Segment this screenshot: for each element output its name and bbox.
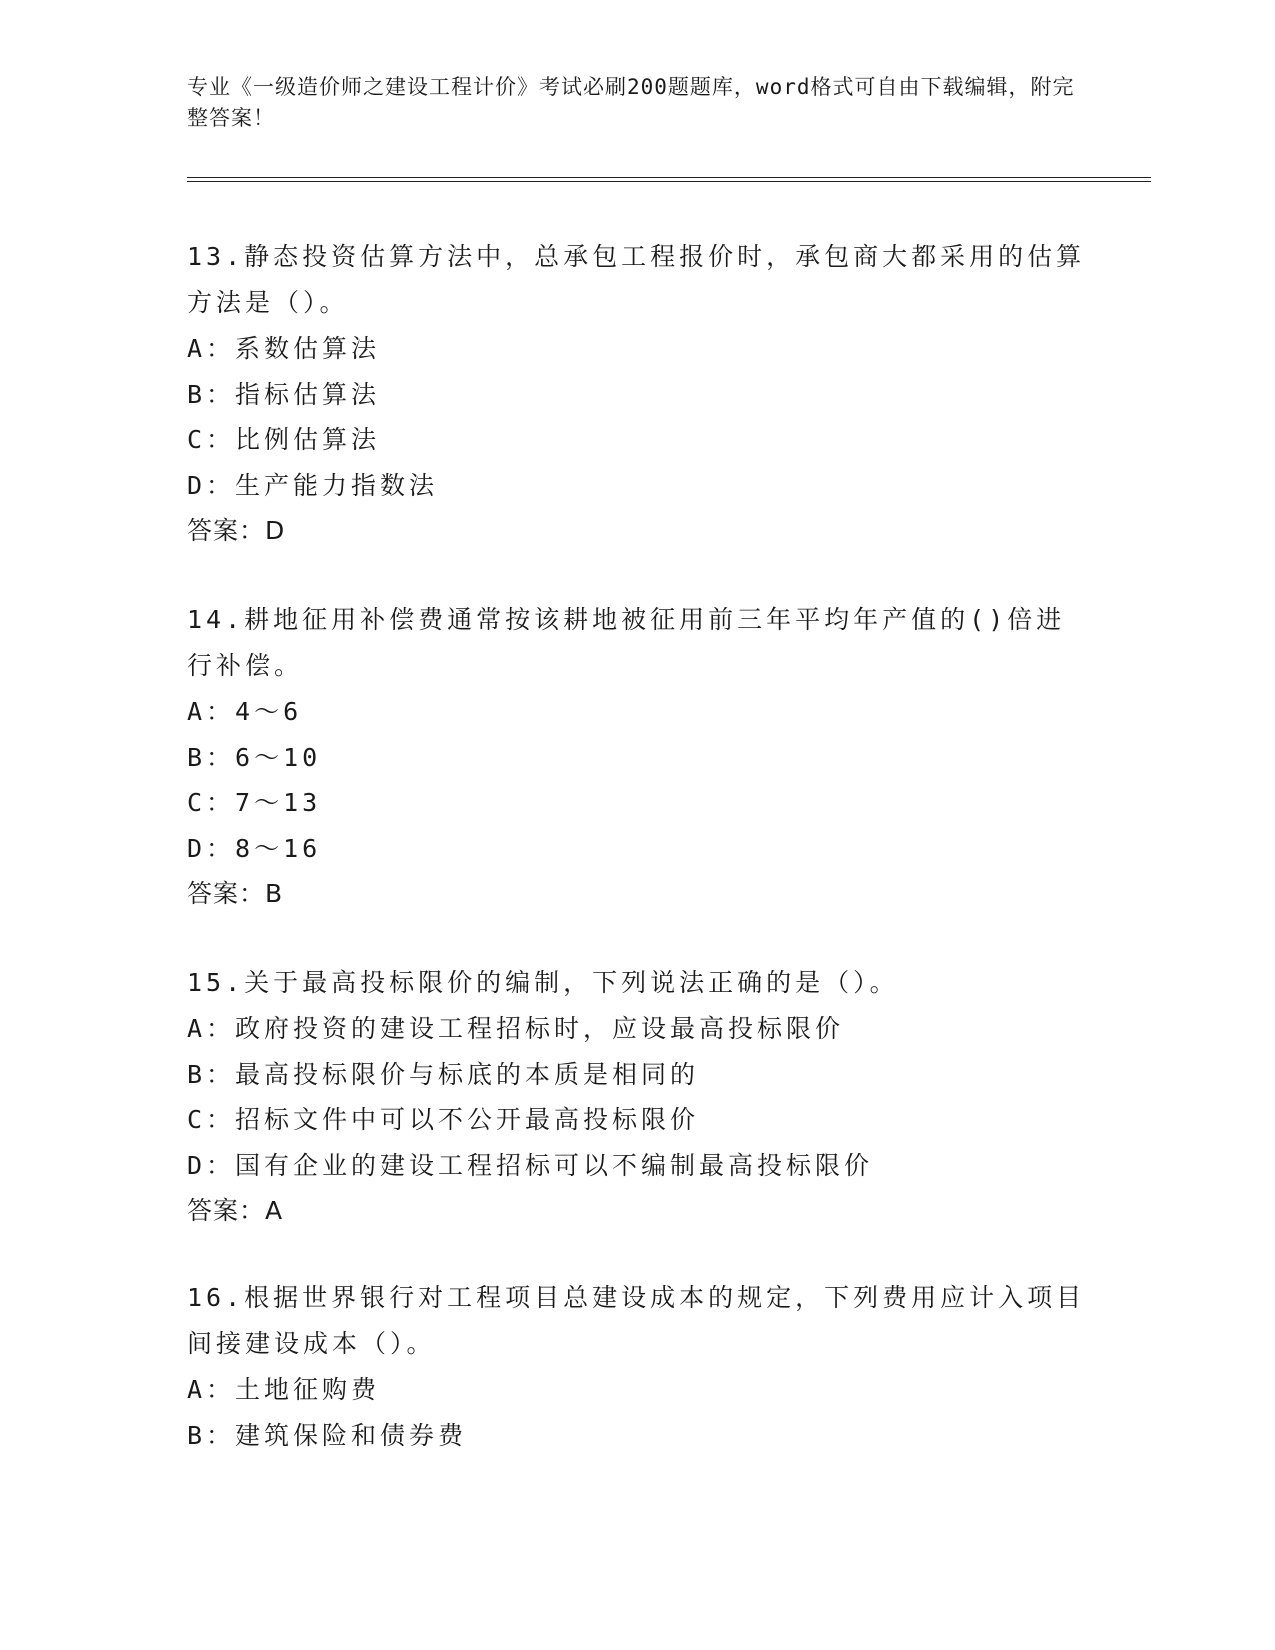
option-c: C：招标文件中可以不公开最高投标限价 xyxy=(187,1105,700,1134)
question-13 xyxy=(187,234,1087,554)
option-b: B：建筑保险和债券费 xyxy=(187,1420,468,1450)
option-a: A：政府投资的建设工程招标时，应设最高投标限价 xyxy=(187,1014,845,1043)
option-d: D：8～16 xyxy=(187,833,322,863)
question-14 xyxy=(187,597,1087,917)
document-header: 专业《一级造价师之建设工程计价》考试必刷200题题库，word格式可自由下载编辑，附完整答案！ xyxy=(187,75,1075,130)
question-stem: 13.静态投资估算方法中，总承包工程报价时，承包商大都采用的估算方法是（）。 xyxy=(187,242,1086,317)
question-stem: 16.根据世界银行对工程项目总建设成本的规定，下列费用应计入项目间接建设成本（）。 xyxy=(187,1283,1086,1358)
answer: 答案：A xyxy=(187,1196,284,1225)
question-stem: 15.关于最高投标限价的编制，下列说法正确的是（）。 xyxy=(187,968,899,997)
option-a: A：系数估算法 xyxy=(187,334,381,363)
option-b: B：最高投标限价与标底的本质是相同的 xyxy=(187,1059,700,1089)
question-16 xyxy=(187,1275,1087,1458)
option-b: B：6～10 xyxy=(187,742,322,772)
option-a: A：4～6 xyxy=(187,697,303,726)
option-b: B：指标估算法 xyxy=(187,379,381,409)
question-15 xyxy=(187,960,1087,1234)
option-d: D：生产能力指数法 xyxy=(187,470,439,500)
option-c: C：7～13 xyxy=(187,788,322,817)
question-stem: 14.耕地征用补偿费通常按该耕地被征用前三年平均年产值的()倍进行补偿。 xyxy=(187,605,1066,680)
option-d: D：国有企业的建设工程招标可以不编制最高投标限价 xyxy=(187,1150,874,1180)
answer: 答案：D xyxy=(187,516,286,545)
option-a: A：土地征购费 xyxy=(187,1375,381,1404)
header-divider xyxy=(187,177,1151,182)
answer: 答案：B xyxy=(187,879,284,908)
option-c: C：比例估算法 xyxy=(187,425,381,454)
